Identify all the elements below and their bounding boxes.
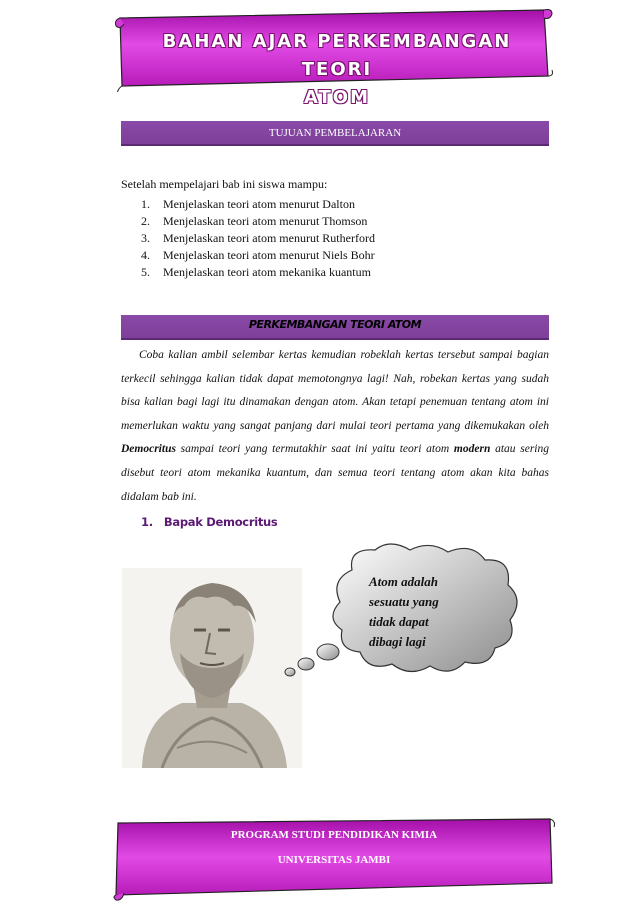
thought-bubble-text: Atom adalah sesuatu yang tidak dapat dibagi lagi (369, 574, 439, 649)
democritus-bust-image (122, 568, 302, 768)
title-banner (112, 6, 556, 108)
footer-banner (112, 817, 556, 901)
objectives-list (121, 196, 375, 281)
democritus-emphasis: Democritus (121, 443, 176, 456)
banner-title-line1: BAHAN AJAR PERKEMBANGAN TEORI (162, 31, 512, 80)
footer-university: UNIVERSITAS JAMBI (277, 854, 391, 866)
list-item: 1. Menjelaskan teori atom menurut Dalton (141, 197, 355, 211)
footer-program: PROGRAM STUDI PENDIDIKAN KIMIA (230, 829, 438, 841)
intro-text: Setelah mempelajari bab ini siswa mampu: (121, 177, 328, 191)
list-item: 3. Menjelaskan teori atom menurut Rutherford (141, 231, 375, 245)
body-paragraph: Coba kalian ambil selembar kertas kemudian robeklah kertas tersebut sampai bagian terkecil sehingga kalian tidak dapat memotongnya lagi! Nah, robekan kertas yang sudah bisa kalian bagi lagi itu dinamakan dengan atom. Akan tetapi penemuan tentang atom ini memerlukan waktu yang sangat panjang dari mulai teori pertama yang dikemukakan oleh Democritus sampai teori yang termutakhir saat ini yaitu teori atom modern atau sering disebut teori atom mekanika kuantum, dan semua teori tentang atom akan kita bahas didalam bab ini. (121, 349, 550, 503)
list-item: 2. Menjelaskan teori atom menurut Thomson (141, 214, 368, 228)
section-title-development: PERKEMBANGAN TEORI ATOM (248, 318, 422, 331)
modern-emphasis: modern (453, 443, 491, 456)
subheading-democritus: 1. Bapak Democritus (141, 515, 278, 529)
section-title-objectives: TUJUAN PEMBELAJARAN (268, 127, 402, 139)
banner-title-line2: ATOM (303, 87, 371, 108)
section-header-bar-objectives (121, 121, 549, 146)
list-item: 5. Menjelaskan teori atom mekanika kuantum (141, 265, 371, 279)
section-header-bar-development (121, 315, 549, 340)
list-item: 4. Menjelaskan teori atom menurut Niels Bohr (141, 248, 375, 262)
